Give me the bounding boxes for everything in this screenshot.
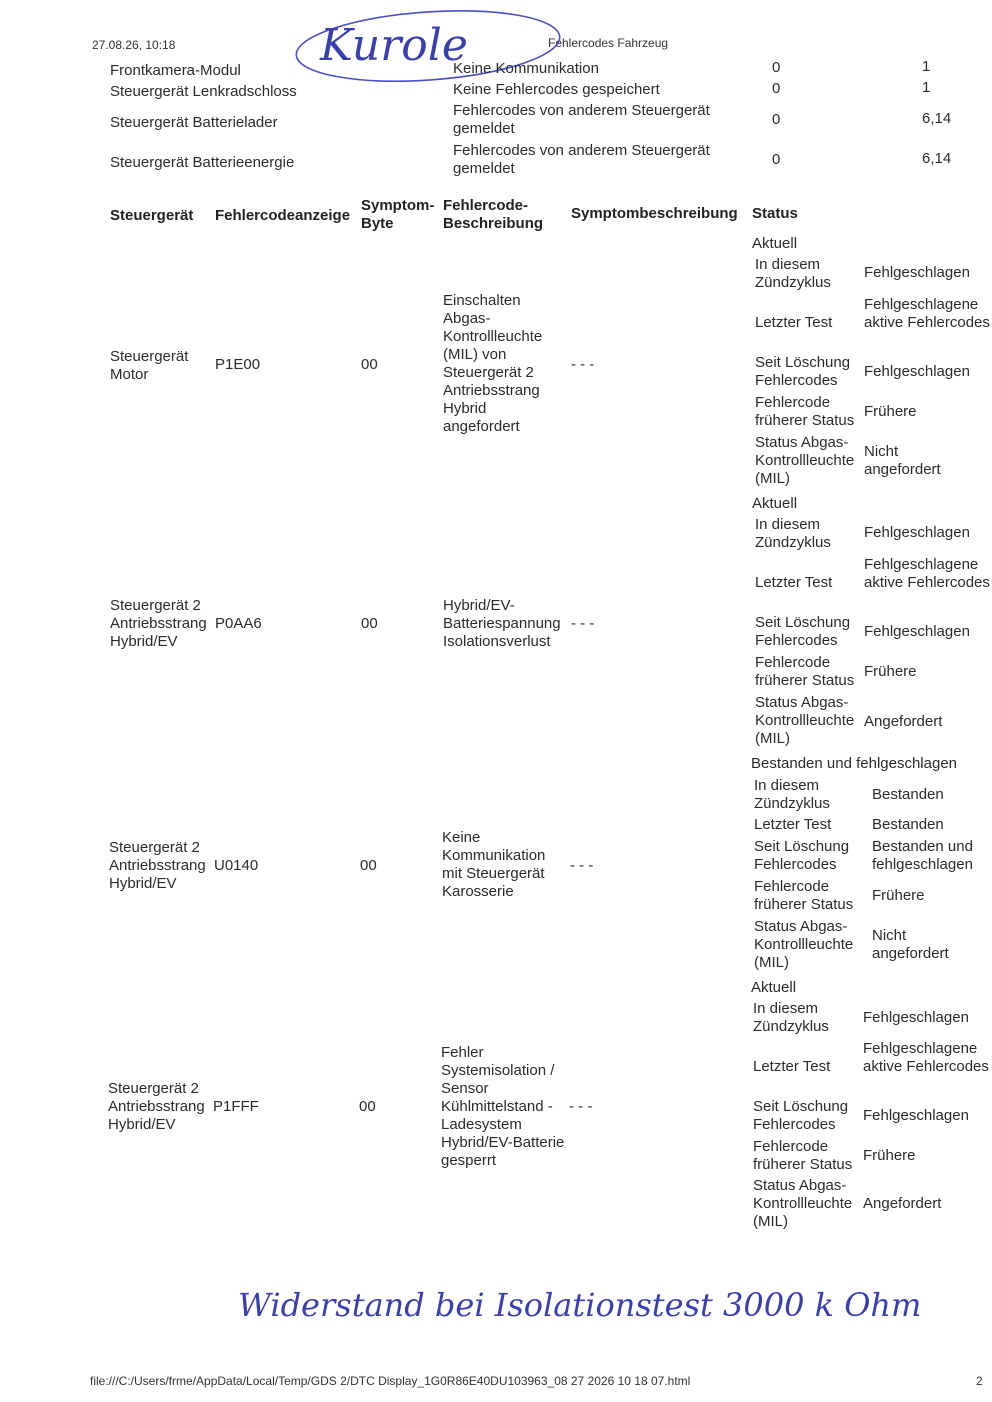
- status-value: Fehlgeschlagen: [864, 623, 970, 640]
- dtc-byte: 00: [360, 857, 377, 874]
- module-col-a: 0: [772, 111, 781, 128]
- dtc-code: U0140: [214, 857, 259, 874]
- module-col-b: 1: [922, 79, 931, 96]
- status-label: Fehlercode früherer Status: [755, 394, 855, 429]
- module-name: Steuergerät Batterielader: [110, 114, 278, 131]
- dtc-status-head: Bestanden und fehlgeschlagen: [751, 755, 958, 772]
- dtc-byte: 00: [361, 615, 378, 632]
- status-value: Frühere: [864, 403, 917, 420]
- module-col-b: 6,14: [922, 110, 952, 127]
- dtc-ecu: Steuergerät 2 Antriebsstrang Hybrid/EV: [110, 597, 207, 650]
- module-name: Steuergerät Lenkradschloss: [110, 83, 297, 100]
- footer-page-number: 2: [976, 1374, 983, 1388]
- dtc-description: Hybrid/EV-Batteriespannung Isolationsverlust: [443, 597, 561, 650]
- col-header-desc: Fehlercode-Beschreibung: [443, 197, 544, 232]
- status-label: In diesem Zündzyklus: [755, 256, 831, 291]
- status-value: Angefordert: [863, 1195, 942, 1212]
- col-header-ecu: Steuergerät: [110, 207, 194, 224]
- module-col-a: 0: [772, 80, 781, 97]
- status-value: Fehlgeschlagen: [863, 1107, 969, 1124]
- status-value: Fehlgeschlagen: [864, 264, 970, 281]
- dtc-symptom: - - -: [571, 615, 595, 632]
- footer-file-path: file:///C:/Users/frme/AppData/Local/Temp/GDS 2/DTC Display_1G0R86E40DU103963_08 27 2026 10 18 07.html: [90, 1374, 691, 1388]
- module-col-b: 1: [922, 58, 931, 75]
- module-name: Steuergerät Batterieenergie: [110, 154, 295, 171]
- status-value: Fehlgeschlagen: [864, 524, 970, 541]
- dtc-status-head: Aktuell: [752, 235, 798, 252]
- status-value: Frühere: [872, 887, 925, 904]
- dtc-byte: 00: [359, 1098, 376, 1115]
- status-value: Bestanden: [872, 816, 944, 833]
- signature-text: Kurole: [320, 20, 468, 71]
- status-label: Letzter Test: [754, 816, 832, 833]
- dtc-code: P0AA6: [215, 615, 262, 632]
- print-datetime: 27.08.26, 10:18: [92, 38, 176, 52]
- dtc-symptom: - - -: [569, 1098, 593, 1115]
- module-col-a: 0: [772, 151, 781, 168]
- status-label: Letzter Test: [755, 314, 833, 331]
- status-value: Fehlgeschlagen: [863, 1009, 969, 1026]
- status-value: Fehlgeschlagen: [864, 363, 970, 380]
- module-col-b: 6,14: [922, 150, 952, 167]
- status-label: In diesem Zündzyklus: [755, 516, 831, 551]
- status-label: Fehlercode früherer Status: [754, 878, 854, 913]
- dtc-ecu: Steuergerät Motor: [110, 348, 189, 383]
- module-status: Keine Kommunikation: [453, 60, 599, 77]
- status-value: Nicht angefordert: [872, 927, 949, 962]
- dtc-symptom: - - -: [571, 356, 595, 373]
- status-label: In diesem Zündzyklus: [753, 1000, 829, 1035]
- handwritten-note: Widerstand bei Isolationstest 3000 k Ohm: [238, 1286, 922, 1324]
- dtc-description: Einschalten Abgas-Kontrollleuchte (MIL) von Steuergerät 2 Antriebsstrang Hybrid angefordert: [443, 292, 543, 435]
- dtc-description: Fehler Systemisolation / Sensor Kühlmittelstand - Ladesystem Hybrid/EV-Batterie gesperrt: [441, 1044, 565, 1169]
- status-label: Status Abgas-Kontrollleuchte (MIL): [753, 1177, 853, 1230]
- status-value: Frühere: [864, 663, 917, 680]
- dtc-status-head: Aktuell: [751, 979, 797, 996]
- module-name: Frontkamera-Modul: [110, 62, 241, 79]
- status-label: Seit Löschung Fehlercodes: [755, 614, 851, 649]
- status-value: Nicht angefordert: [864, 443, 941, 478]
- status-label: Status Abgas-Kontrollleuchte (MIL): [754, 918, 854, 971]
- status-label: Status Abgas-Kontrollleuchte (MIL): [755, 694, 855, 747]
- status-label: Letzter Test: [753, 1058, 831, 1075]
- status-label: Fehlercode früherer Status: [753, 1138, 853, 1173]
- dtc-status-head: Aktuell: [752, 495, 798, 512]
- page-title: Fehlercodes Fahrzeug: [548, 36, 669, 50]
- dtc-symptom: - - -: [570, 857, 594, 874]
- status-label: Seit Löschung Fehlercodes: [754, 838, 850, 873]
- status-label: Seit Löschung Fehlercodes: [753, 1098, 849, 1133]
- dtc-byte: 00: [361, 356, 378, 373]
- module-col-a: 0: [772, 59, 781, 76]
- col-header-byte: Symptom-Byte: [361, 197, 435, 232]
- col-header-symptom: Symptombeschreibung: [571, 205, 738, 222]
- col-header-code: Fehlercodeanzeige: [215, 207, 351, 224]
- status-value: Angefordert: [864, 713, 943, 730]
- module-status: Keine Fehlercodes gespeichert: [453, 81, 660, 98]
- status-value: Fehlgeschlagene aktive Fehlercodes: [864, 556, 990, 591]
- status-label: Letzter Test: [755, 574, 833, 591]
- status-label: In diesem Zündzyklus: [754, 777, 830, 812]
- dtc-code: P1FFF: [213, 1098, 259, 1115]
- status-label: Fehlercode früherer Status: [755, 654, 855, 689]
- status-label: Seit Löschung Fehlercodes: [755, 354, 851, 389]
- module-status: Fehlercodes von anderem Steuergerät gemeldet: [453, 142, 710, 177]
- status-value: Fehlgeschlagene aktive Fehlercodes: [863, 1040, 989, 1075]
- status-label: Status Abgas-Kontrollleuchte (MIL): [755, 434, 855, 487]
- dtc-description: Keine Kommunikation mit Steuergerät Karosserie: [442, 829, 546, 900]
- status-value: Frühere: [863, 1147, 916, 1164]
- dtc-code: P1E00: [215, 356, 261, 373]
- dtc-ecu: Steuergerät 2 Antriebsstrang Hybrid/EV: [109, 839, 206, 892]
- dtc-ecu: Steuergerät 2 Antriebsstrang Hybrid/EV: [108, 1080, 205, 1133]
- status-value: Bestanden: [872, 786, 944, 803]
- module-status: Fehlercodes von anderem Steuergerät gemeldet: [453, 102, 710, 137]
- status-value: Fehlgeschlagene aktive Fehlercodes: [864, 296, 990, 331]
- col-header-status: Status: [752, 205, 798, 222]
- status-value: Bestanden und fehlgeschlagen: [872, 838, 973, 873]
